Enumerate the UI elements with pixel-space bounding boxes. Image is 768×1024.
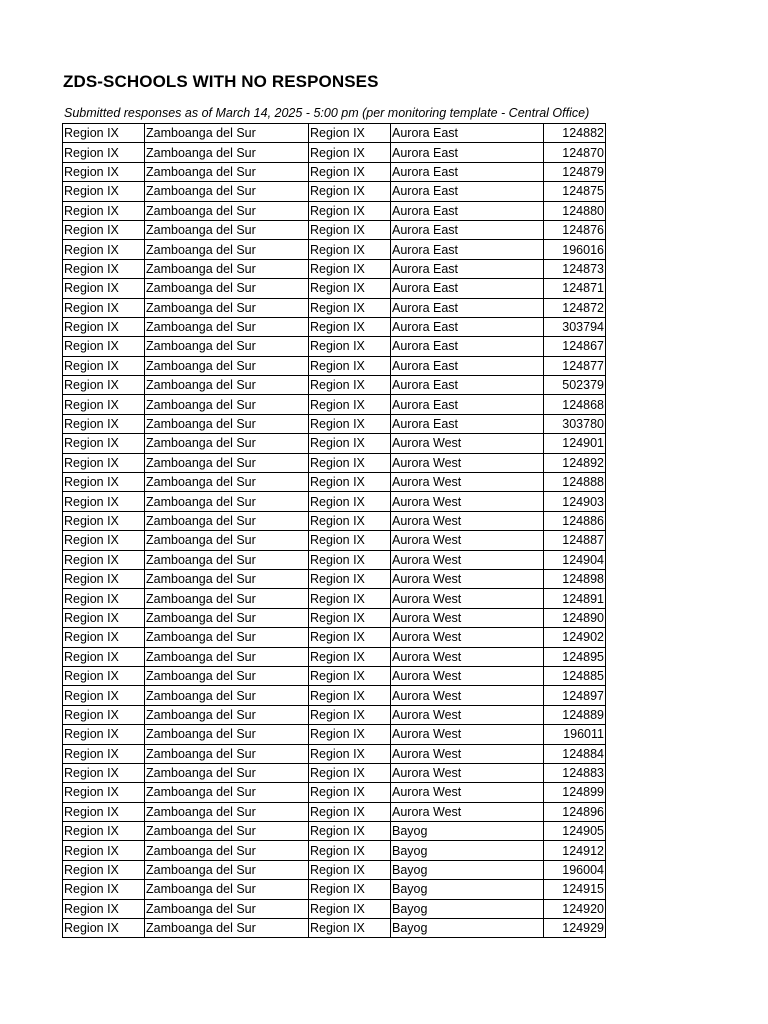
district-cell: Aurora East xyxy=(391,414,544,433)
division-cell: Zamboanga del Sur xyxy=(145,802,309,821)
region-code-cell: Region IX xyxy=(309,822,391,841)
district-cell: Bayog xyxy=(391,822,544,841)
table-row xyxy=(63,162,606,181)
table-row xyxy=(63,511,606,530)
division-cell: Zamboanga del Sur xyxy=(145,434,309,453)
region-code-cell: Region IX xyxy=(309,434,391,453)
region-code-cell: Region IX xyxy=(309,841,391,860)
division-cell: Zamboanga del Sur xyxy=(145,356,309,375)
district-cell: Aurora East xyxy=(391,182,544,201)
division-cell: Zamboanga del Sur xyxy=(145,337,309,356)
school-id-cell: 124912 xyxy=(544,841,606,860)
district-cell: Aurora West xyxy=(391,705,544,724)
region-cell: Region IX xyxy=(63,628,145,647)
region-code-cell: Region IX xyxy=(309,240,391,259)
table-row xyxy=(63,414,606,433)
district-cell: Aurora West xyxy=(391,550,544,569)
division-cell: Zamboanga del Sur xyxy=(145,899,309,918)
table-row xyxy=(63,124,606,143)
region-code-cell: Region IX xyxy=(309,143,391,162)
region-cell: Region IX xyxy=(63,453,145,472)
division-cell: Zamboanga del Sur xyxy=(145,705,309,724)
district-cell: Aurora West xyxy=(391,608,544,627)
school-id-cell: 124901 xyxy=(544,434,606,453)
school-id-cell: 124920 xyxy=(544,899,606,918)
region-code-cell: Region IX xyxy=(309,531,391,550)
region-cell: Region IX xyxy=(63,317,145,336)
school-id-cell: 124889 xyxy=(544,705,606,724)
school-id-cell: 124915 xyxy=(544,880,606,899)
region-cell: Region IX xyxy=(63,880,145,899)
district-cell: Aurora West xyxy=(391,763,544,782)
school-id-cell: 124871 xyxy=(544,279,606,298)
table-row xyxy=(63,802,606,821)
table-row xyxy=(63,899,606,918)
district-cell: Aurora West xyxy=(391,511,544,530)
region-code-cell: Region IX xyxy=(309,511,391,530)
region-code-cell: Region IX xyxy=(309,395,391,414)
region-cell: Region IX xyxy=(63,705,145,724)
district-cell: Aurora West xyxy=(391,725,544,744)
table-row xyxy=(63,860,606,879)
table-row xyxy=(63,763,606,782)
region-code-cell: Region IX xyxy=(309,317,391,336)
school-id-cell: 124876 xyxy=(544,220,606,239)
table-row xyxy=(63,453,606,472)
region-code-cell: Region IX xyxy=(309,608,391,627)
region-cell: Region IX xyxy=(63,686,145,705)
school-id-cell: 124896 xyxy=(544,802,606,821)
school-id-cell: 124885 xyxy=(544,666,606,685)
school-id-cell: 124875 xyxy=(544,182,606,201)
region-code-cell: Region IX xyxy=(309,802,391,821)
district-cell: Aurora West xyxy=(391,492,544,511)
school-id-cell: 303780 xyxy=(544,414,606,433)
region-cell: Region IX xyxy=(63,279,145,298)
region-code-cell: Region IX xyxy=(309,182,391,201)
district-cell: Aurora East xyxy=(391,298,544,317)
division-cell: Zamboanga del Sur xyxy=(145,550,309,569)
division-cell: Zamboanga del Sur xyxy=(145,376,309,395)
table-row xyxy=(63,666,606,685)
division-cell: Zamboanga del Sur xyxy=(145,880,309,899)
region-code-cell: Region IX xyxy=(309,686,391,705)
region-cell: Region IX xyxy=(63,395,145,414)
district-cell: Bayog xyxy=(391,860,544,879)
region-cell: Region IX xyxy=(63,143,145,162)
school-id-cell: 196016 xyxy=(544,240,606,259)
school-id-cell: 124886 xyxy=(544,511,606,530)
school-id-cell: 124899 xyxy=(544,783,606,802)
district-cell: Bayog xyxy=(391,899,544,918)
region-code-cell: Region IX xyxy=(309,162,391,181)
table-row xyxy=(63,783,606,802)
district-cell: Aurora East xyxy=(391,220,544,239)
region-cell: Region IX xyxy=(63,298,145,317)
district-cell: Aurora East xyxy=(391,279,544,298)
school-id-cell: 124880 xyxy=(544,201,606,220)
division-cell: Zamboanga del Sur xyxy=(145,259,309,278)
district-cell: Aurora West xyxy=(391,647,544,666)
district-cell: Bayog xyxy=(391,919,544,938)
school-id-cell: 196004 xyxy=(544,860,606,879)
division-cell: Zamboanga del Sur xyxy=(145,298,309,317)
page-title: ZDS-SCHOOLS WITH NO RESPONSES xyxy=(63,72,379,91)
division-cell: Zamboanga del Sur xyxy=(145,919,309,938)
district-cell: Aurora East xyxy=(391,162,544,181)
schools-table-body xyxy=(63,124,606,938)
district-cell: Aurora West xyxy=(391,434,544,453)
region-code-cell: Region IX xyxy=(309,919,391,938)
region-cell: Region IX xyxy=(63,860,145,879)
region-cell: Region IX xyxy=(63,337,145,356)
school-id-cell: 124877 xyxy=(544,356,606,375)
school-id-cell: 124879 xyxy=(544,162,606,181)
region-cell: Region IX xyxy=(63,841,145,860)
district-cell: Aurora West xyxy=(391,589,544,608)
school-id-cell: 124888 xyxy=(544,473,606,492)
region-code-cell: Region IX xyxy=(309,744,391,763)
table-row xyxy=(63,182,606,201)
division-cell: Zamboanga del Sur xyxy=(145,531,309,550)
school-id-cell: 124867 xyxy=(544,337,606,356)
region-cell: Region IX xyxy=(63,589,145,608)
district-cell: Aurora West xyxy=(391,686,544,705)
division-cell: Zamboanga del Sur xyxy=(145,220,309,239)
division-cell: Zamboanga del Sur xyxy=(145,589,309,608)
division-cell: Zamboanga del Sur xyxy=(145,279,309,298)
district-cell: Aurora East xyxy=(391,395,544,414)
district-cell: Aurora West xyxy=(391,744,544,763)
table-row xyxy=(63,880,606,899)
school-id-cell: 196011 xyxy=(544,725,606,744)
district-cell: Aurora West xyxy=(391,666,544,685)
region-code-cell: Region IX xyxy=(309,337,391,356)
table-row xyxy=(63,686,606,705)
division-cell: Zamboanga del Sur xyxy=(145,162,309,181)
division-cell: Zamboanga del Sur xyxy=(145,686,309,705)
page-subtitle: Submitted responses as of March 14, 2025 - 5:00 pm (per monitoring template - Central Office) xyxy=(64,106,590,120)
district-cell: Aurora East xyxy=(391,124,544,143)
table-row xyxy=(63,822,606,841)
region-cell: Region IX xyxy=(63,531,145,550)
division-cell: Zamboanga del Sur xyxy=(145,608,309,627)
region-code-cell: Region IX xyxy=(309,356,391,375)
division-cell: Zamboanga del Sur xyxy=(145,182,309,201)
region-code-cell: Region IX xyxy=(309,569,391,588)
table-row xyxy=(63,841,606,860)
region-cell: Region IX xyxy=(63,376,145,395)
region-cell: Region IX xyxy=(63,473,145,492)
school-id-cell: 124870 xyxy=(544,143,606,162)
table-row xyxy=(63,279,606,298)
school-id-cell: 124873 xyxy=(544,259,606,278)
school-id-cell: 124898 xyxy=(544,569,606,588)
district-cell: Aurora West xyxy=(391,473,544,492)
school-id-cell: 303794 xyxy=(544,317,606,336)
district-cell: Bayog xyxy=(391,841,544,860)
district-cell: Aurora East xyxy=(391,356,544,375)
division-cell: Zamboanga del Sur xyxy=(145,453,309,472)
table-row xyxy=(63,919,606,938)
region-cell: Region IX xyxy=(63,647,145,666)
region-cell: Region IX xyxy=(63,783,145,802)
table-row xyxy=(63,531,606,550)
schools-table xyxy=(62,123,606,938)
school-id-cell: 124891 xyxy=(544,589,606,608)
school-id-cell: 502379 xyxy=(544,376,606,395)
region-code-cell: Region IX xyxy=(309,725,391,744)
region-code-cell: Region IX xyxy=(309,414,391,433)
division-cell: Zamboanga del Sur xyxy=(145,725,309,744)
region-cell: Region IX xyxy=(63,802,145,821)
table-row xyxy=(63,647,606,666)
region-code-cell: Region IX xyxy=(309,647,391,666)
school-id-cell: 124895 xyxy=(544,647,606,666)
region-code-cell: Region IX xyxy=(309,628,391,647)
table-row xyxy=(63,725,606,744)
district-cell: Aurora East xyxy=(391,143,544,162)
division-cell: Zamboanga del Sur xyxy=(145,395,309,414)
region-cell: Region IX xyxy=(63,550,145,569)
district-cell: Aurora East xyxy=(391,240,544,259)
division-cell: Zamboanga del Sur xyxy=(145,822,309,841)
region-code-cell: Region IX xyxy=(309,783,391,802)
school-id-cell: 124882 xyxy=(544,124,606,143)
school-id-cell: 124902 xyxy=(544,628,606,647)
division-cell: Zamboanga del Sur xyxy=(145,666,309,685)
district-cell: Aurora West xyxy=(391,628,544,647)
region-code-cell: Region IX xyxy=(309,279,391,298)
district-cell: Aurora West xyxy=(391,802,544,821)
district-cell: Aurora East xyxy=(391,337,544,356)
division-cell: Zamboanga del Sur xyxy=(145,143,309,162)
table-row xyxy=(63,550,606,569)
table-row xyxy=(63,240,606,259)
region-cell: Region IX xyxy=(63,744,145,763)
school-id-cell: 124884 xyxy=(544,744,606,763)
division-cell: Zamboanga del Sur xyxy=(145,860,309,879)
region-cell: Region IX xyxy=(63,414,145,433)
district-cell: Aurora West xyxy=(391,453,544,472)
school-id-cell: 124890 xyxy=(544,608,606,627)
division-cell: Zamboanga del Sur xyxy=(145,647,309,666)
region-cell: Region IX xyxy=(63,822,145,841)
table-row xyxy=(63,317,606,336)
region-code-cell: Region IX xyxy=(309,453,391,472)
division-cell: Zamboanga del Sur xyxy=(145,473,309,492)
school-id-cell: 124897 xyxy=(544,686,606,705)
table-row xyxy=(63,201,606,220)
region-cell: Region IX xyxy=(63,666,145,685)
division-cell: Zamboanga del Sur xyxy=(145,569,309,588)
division-cell: Zamboanga del Sur xyxy=(145,628,309,647)
table-row xyxy=(63,569,606,588)
table-row xyxy=(63,143,606,162)
district-cell: Bayog xyxy=(391,880,544,899)
division-cell: Zamboanga del Sur xyxy=(145,763,309,782)
region-cell: Region IX xyxy=(63,259,145,278)
district-cell: Aurora East xyxy=(391,376,544,395)
region-code-cell: Region IX xyxy=(309,259,391,278)
table-row xyxy=(63,434,606,453)
division-cell: Zamboanga del Sur xyxy=(145,744,309,763)
region-cell: Region IX xyxy=(63,763,145,782)
table-row xyxy=(63,608,606,627)
school-id-cell: 124868 xyxy=(544,395,606,414)
table-row xyxy=(63,589,606,608)
region-cell: Region IX xyxy=(63,608,145,627)
table-row xyxy=(63,220,606,239)
division-cell: Zamboanga del Sur xyxy=(145,317,309,336)
table-row xyxy=(63,356,606,375)
region-cell: Region IX xyxy=(63,220,145,239)
region-code-cell: Region IX xyxy=(309,298,391,317)
table-row xyxy=(63,337,606,356)
region-cell: Region IX xyxy=(63,356,145,375)
district-cell: Aurora East xyxy=(391,201,544,220)
region-cell: Region IX xyxy=(63,201,145,220)
division-cell: Zamboanga del Sur xyxy=(145,841,309,860)
table-row xyxy=(63,492,606,511)
region-cell: Region IX xyxy=(63,124,145,143)
region-cell: Region IX xyxy=(63,162,145,181)
district-cell: Aurora West xyxy=(391,531,544,550)
region-code-cell: Region IX xyxy=(309,473,391,492)
school-id-cell: 124883 xyxy=(544,763,606,782)
region-code-cell: Region IX xyxy=(309,492,391,511)
region-code-cell: Region IX xyxy=(309,860,391,879)
district-cell: Aurora West xyxy=(391,783,544,802)
division-cell: Zamboanga del Sur xyxy=(145,492,309,511)
school-id-cell: 124905 xyxy=(544,822,606,841)
school-id-cell: 124904 xyxy=(544,550,606,569)
district-cell: Aurora East xyxy=(391,259,544,278)
region-cell: Region IX xyxy=(63,725,145,744)
region-code-cell: Region IX xyxy=(309,589,391,608)
table-row xyxy=(63,705,606,724)
region-code-cell: Region IX xyxy=(309,220,391,239)
division-cell: Zamboanga del Sur xyxy=(145,124,309,143)
table-row xyxy=(63,744,606,763)
region-code-cell: Region IX xyxy=(309,899,391,918)
region-cell: Region IX xyxy=(63,240,145,259)
region-cell: Region IX xyxy=(63,492,145,511)
region-code-cell: Region IX xyxy=(309,880,391,899)
school-id-cell: 124872 xyxy=(544,298,606,317)
division-cell: Zamboanga del Sur xyxy=(145,511,309,530)
region-cell: Region IX xyxy=(63,511,145,530)
table-row xyxy=(63,376,606,395)
region-cell: Region IX xyxy=(63,434,145,453)
region-cell: Region IX xyxy=(63,182,145,201)
division-cell: Zamboanga del Sur xyxy=(145,201,309,220)
division-cell: Zamboanga del Sur xyxy=(145,240,309,259)
region-code-cell: Region IX xyxy=(309,124,391,143)
table-row xyxy=(63,473,606,492)
region-code-cell: Region IX xyxy=(309,201,391,220)
division-cell: Zamboanga del Sur xyxy=(145,783,309,802)
table-row xyxy=(63,628,606,647)
region-code-cell: Region IX xyxy=(309,705,391,724)
school-id-cell: 124887 xyxy=(544,531,606,550)
region-cell: Region IX xyxy=(63,569,145,588)
district-cell: Aurora East xyxy=(391,317,544,336)
region-code-cell: Region IX xyxy=(309,666,391,685)
district-cell: Aurora West xyxy=(391,569,544,588)
school-id-cell: 124929 xyxy=(544,919,606,938)
division-cell: Zamboanga del Sur xyxy=(145,414,309,433)
region-cell: Region IX xyxy=(63,899,145,918)
region-code-cell: Region IX xyxy=(309,763,391,782)
school-id-cell: 124892 xyxy=(544,453,606,472)
region-cell: Region IX xyxy=(63,919,145,938)
table-row xyxy=(63,259,606,278)
region-code-cell: Region IX xyxy=(309,550,391,569)
table-row xyxy=(63,298,606,317)
table-row xyxy=(63,395,606,414)
region-code-cell: Region IX xyxy=(309,376,391,395)
school-id-cell: 124903 xyxy=(544,492,606,511)
